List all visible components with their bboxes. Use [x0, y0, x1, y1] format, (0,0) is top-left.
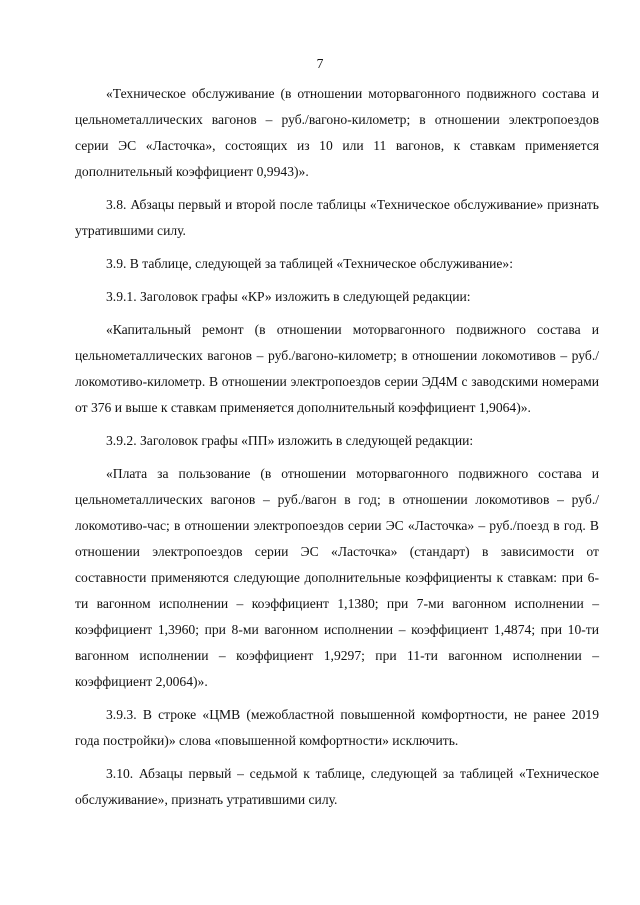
paragraph-3-9-1: 3.9.1. Заголовок графы «КР» изложить в следующей редакции:	[106, 289, 471, 304]
page-number: 7	[316, 56, 324, 71]
paragraph-3-9-3: 3.9.3. В строке «ЦМВ (межобластной повышенной комфортности, не ранее 2019 года постройки)» слова «повышенной комфортности» исключить.	[75, 707, 599, 748]
paragraph-3-9: 3.9. В таблице, следующей за таблицей «Техническое обслуживание»:	[106, 256, 513, 271]
paragraph-technical-maintenance-heading: «Техническое обслуживание (в отношении моторвагонного подвижного состава и цельнометаллических вагонов – руб./вагоно-километр; в отношении электропоездов серии ЭС «Ласточка», состоящих из 10 или 11 вагонов, к ставкам применяется дополнительный коэффициент 0,9943)».	[75, 86, 599, 179]
paragraph-usage-fee-heading: «Плата за пользование (в отношении моторвагонного подвижного состава и цельнометаллических вагонов – руб./вагон в год; в отношении локомотивов – руб./локомотиво-час; в отношении электропоездов серии ЭС «Ласточка» – руб./поезд в год. В отношении электропоездов серии ЭС «Ласточка» (стандарт) в зависимости от составности применяются следующие дополнительные коэффициенты к ставкам: при 6-ти вагонном исполнении – коэффициент 1,1380; при 7-ми вагонном исполнении – коэффициент 1,3960; при 8-ми вагонном исполнении – коэффициент 1,4874; при 10-ти вагонном исполнении – коэффициент 1,9297; при 11-ти вагонном исполнении – коэффициент 2,0064)».	[75, 466, 599, 689]
paragraph-capital-repair-heading: «Капитальный ремонт (в отношении моторвагонного подвижного состава и цельнометаллических вагонов – руб./вагоно-километр; в отношении локомотивов – руб./локомотиво-километр. В отношении электропоездов серии ЭД4М с заводскими номерами от 376 и выше к ставкам применяется дополнительный коэффициент 1,9064)».	[75, 322, 599, 415]
paragraph-3-9-2: 3.9.2. Заголовок графы «ПП» изложить в следующей редакции:	[106, 433, 474, 448]
paragraph-3-8: 3.8. Абзацы первый и второй после таблицы «Техническое обслуживание» признать утратившими силу.	[75, 197, 599, 238]
paragraph-3-10: 3.10. Абзацы первый – седьмой к таблице, следующей за таблицей «Техническое обслуживание», признать утратившими силу.	[75, 766, 599, 807]
document-body	[75, 81, 599, 820]
